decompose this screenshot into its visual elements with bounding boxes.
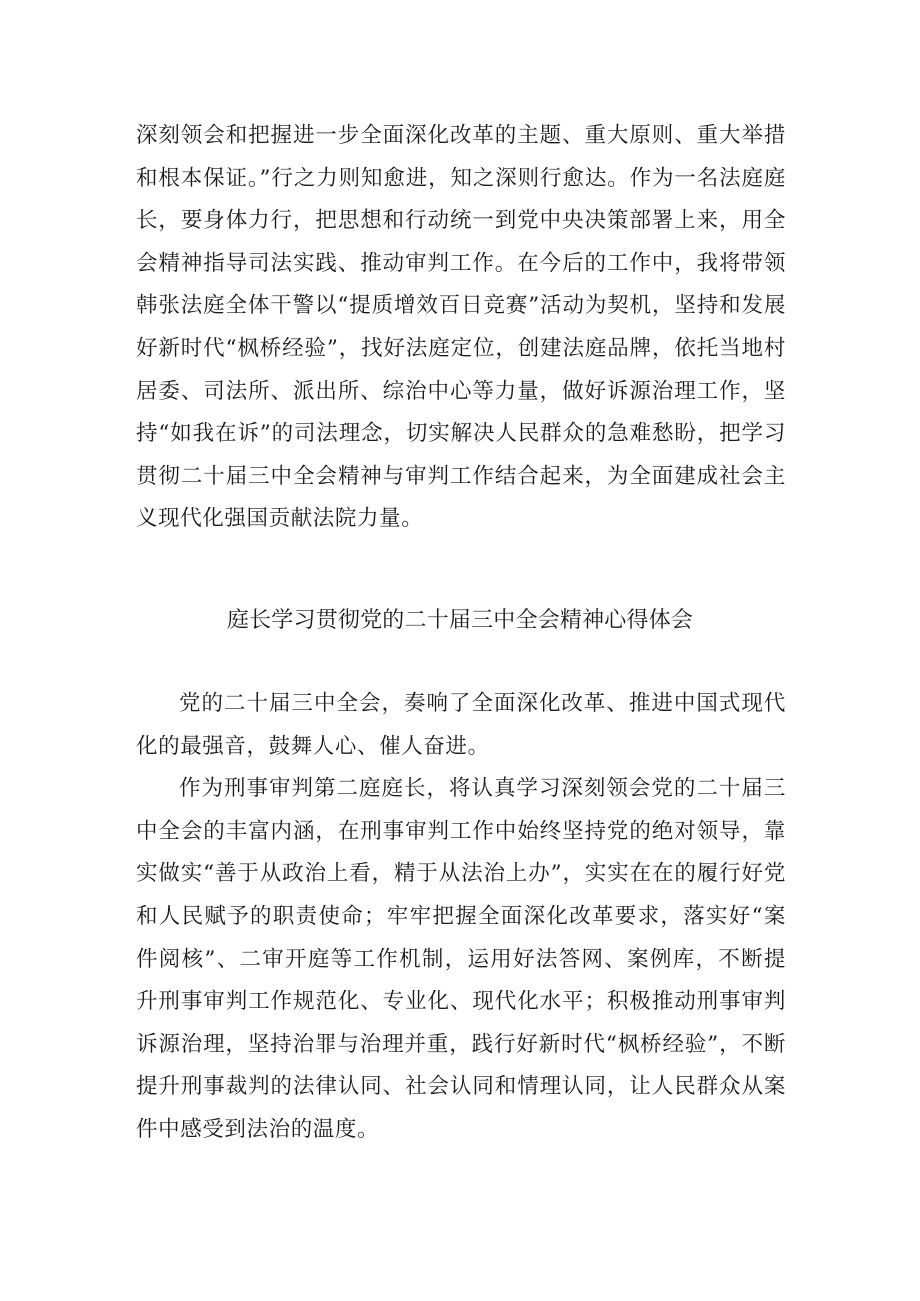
continuation-paragraph: 深刻领会和把握进一步全面深化改革的主题、重大原则、重大举措和根本保证。”行之力则知愈进，知之深则行愈达。作为一名法庭庭长，要身体力行，把思想和行动统一到党中央决策部署上来，用全会精神指导司法实践、推动审判工作。在今后的工作中，我将带领韩张法庭全体干警以“提质增效百日竞赛”活动为契机，坚持和发展好新时代“枫桥经验”，找好法庭定位，创建法庭品牌，依托当地村居委、司法所、派出所、综治中心等力量，做好诉源治理工作，坚持“如我在诉”的司法理念，切实解决人民群众的急难愁盼，把学习贯彻二十届三中全会精神与审判工作结合起来，为全面建成社会主义现代化强国贡献法院力量。	[136, 123, 786, 532]
body-section	[136, 683, 786, 1152]
body-paragraph-2: 作为刑事审判第二庭庭长，将认真学习深刻领会党的二十届三中全会的丰富内涵，在刑事审判工作中始终坚持党的绝对领导，靠实做实“善于从政治上看，精于从法治上办”，实实在在的履行好党和人民赋予的职责使命；牢牢把握全面深化改革要求，落实好“案件阅核”、二审开庭等工作机制，运用好法答网、案例库，不断提升刑事审判工作规范化、专业化、现代化水平；积极推动刑事审判诉源治理，坚持治罪与治理并重，践行好新时代“枫桥经验”，不断提升刑事裁判的法律认同、社会认同和情理认同，让人民群众从案件中感受到法治的温度。	[136, 776, 786, 1142]
body-paragraph-1: 党的二十届三中全会，奏响了全面深化改革、推进中国式现代化的最强音，鼓舞人心、催人奋进。	[136, 691, 786, 759]
section-title: 庭长学习贯彻党的二十届三中全会精神心得体会	[226, 608, 694, 633]
continuation-section	[136, 115, 786, 541]
